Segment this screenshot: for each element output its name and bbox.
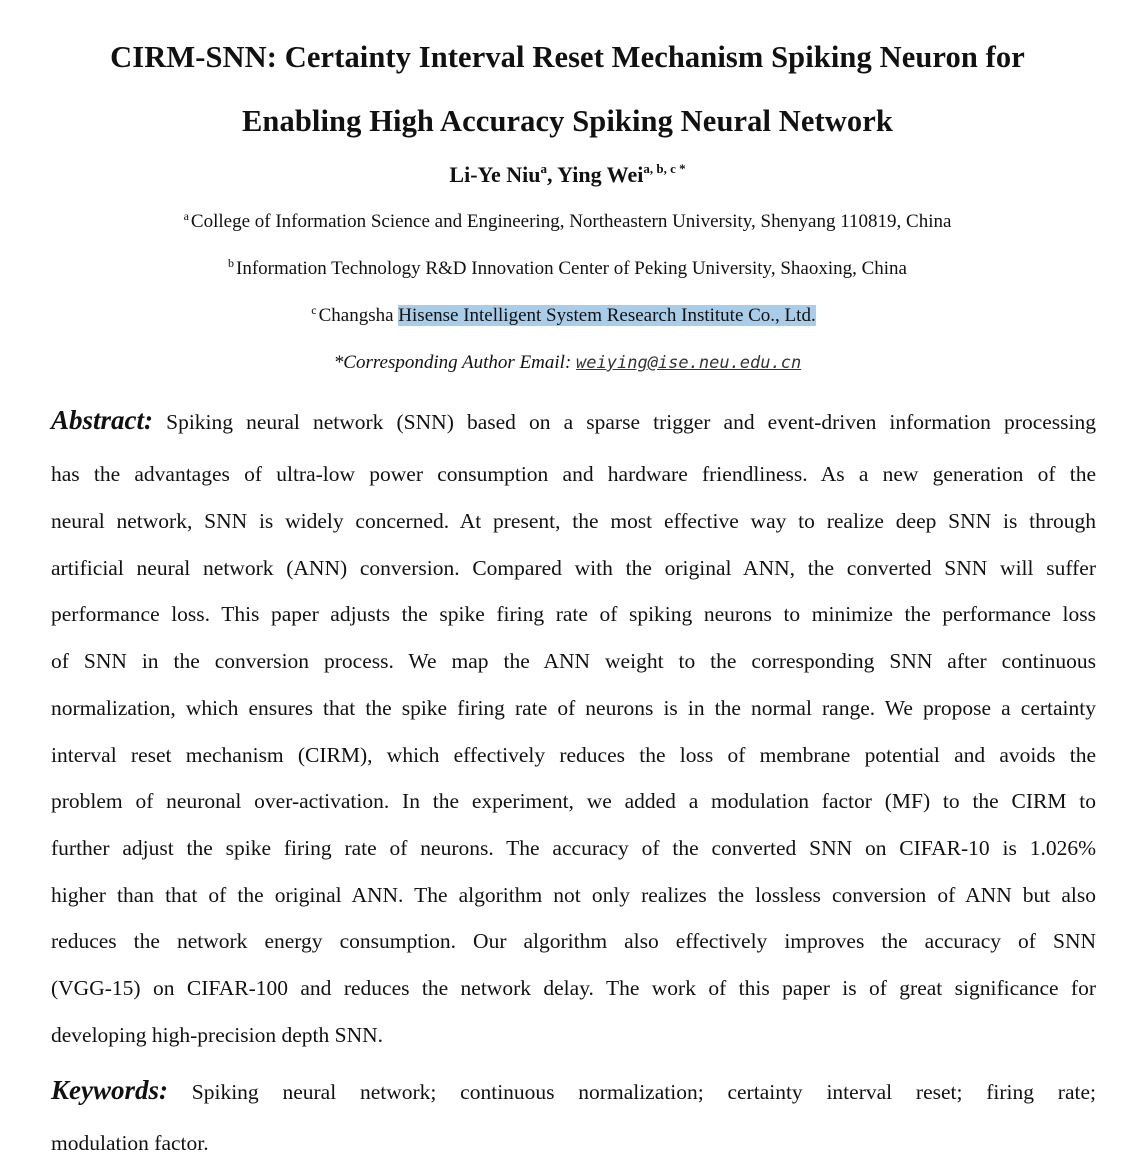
affiliation-text: Information Technology R&D Innovation Center of Peking University, Shaoxing, China [236, 258, 907, 279]
paper-title-line-2: Enabling High Accuracy Spiking Neural Network [241, 104, 893, 138]
keywords-label: Keywords: [51, 1075, 168, 1105]
abstract-line: higher than that of the original ANN. The algorithm not only realizes the lossless conversion of ANN but also [51, 883, 1096, 907]
paper-title-line-1: CIRM-SNN: Certainty Interval Reset Mechanism Spiking Neuron for [110, 40, 1025, 74]
author-name: Ying Wei [557, 162, 644, 187]
affiliation-text: College of Information Science and Engineering, Northeastern University, Shenyang 110819, China [190, 211, 952, 232]
affiliation-a [0, 211, 1135, 233]
abstract-line: of SNN in the conversion process. We map the ANN weight to the corresponding SNN after continuous [51, 649, 1096, 673]
abstract-line: normalization, which ensures that the spike firing rate of neurons is in the normal range. We propose a certainty [51, 696, 1096, 720]
email-link[interactable]: weiying@ise.neu.edu.cn [576, 353, 802, 373]
abstract-label: Abstract: [51, 405, 154, 435]
abstract-line: further adjust the spike firing rate of neurons. The accuracy of the converted SNN on CIFAR-10 is 1.026% [51, 836, 1096, 860]
author-affiliation-mark: a, b, c * [643, 161, 686, 176]
affiliation-text: Changsha [318, 305, 399, 326]
keywords-line [51, 1075, 1096, 1107]
abstract-line: performance loss. This paper adjusts the spike firing rate of spiking neurons to minimize the performance loss [51, 602, 1096, 626]
selected-text-highlight[interactable]: Hisense Intelligent System Research Institute Co., Ltd. [398, 305, 816, 326]
abstract-line: problem of neuronal over-activation. In the experiment, we added a modulation factor (MF) to the CIRM to [51, 789, 1096, 813]
affiliation-c [0, 305, 1131, 327]
abstract-line: has the advantages of ultra-low power consumption and hardware friendliness. As a new generation of the [51, 462, 1096, 486]
affiliation-mark: b [228, 256, 235, 270]
abstract-text: Spiking neural network (SNN) based on a sparse trigger and event-driven information processing [153, 410, 1096, 434]
abstract-line: interval reset mechanism (CIRM), which effectively reduces the loss of membrane potential and avoids the [51, 743, 1096, 767]
affiliation-mark: c [311, 303, 317, 317]
corresponding-author [0, 352, 1135, 374]
abstract-line: neural network, SNN is widely concerned. At present, the most effective way to realize deep SNN is through [51, 509, 1096, 533]
author-separator: , [546, 162, 558, 187]
author-affiliation-mark: a [540, 161, 547, 176]
abstract-line: artificial neural network (ANN) conversion. Compared with the original ANN, the converted SNN will suffer [51, 556, 1096, 580]
author-name: Li-Ye Niu [449, 162, 541, 187]
abstract-line: developing high-precision depth SNN. [51, 1023, 384, 1047]
affiliation-b [0, 258, 1135, 280]
abstract-line [51, 405, 1096, 437]
corresponding-author-label: *Corresponding Author Email: [333, 352, 577, 373]
author-list [0, 162, 1135, 188]
abstract-line: reduces the network energy consumption. Our algorithm also effectively improves the accuracy of SNN [51, 929, 1096, 953]
keywords-text: Spiking neural network; continuous normalization; certainty interval reset; firing rate; [168, 1080, 1096, 1104]
abstract-line: (VGG-15) on CIFAR-100 and reduces the network delay. The work of this paper is of great significance for [51, 976, 1096, 1000]
affiliation-mark: a [183, 209, 189, 223]
keywords-line: modulation factor. [51, 1131, 209, 1155]
